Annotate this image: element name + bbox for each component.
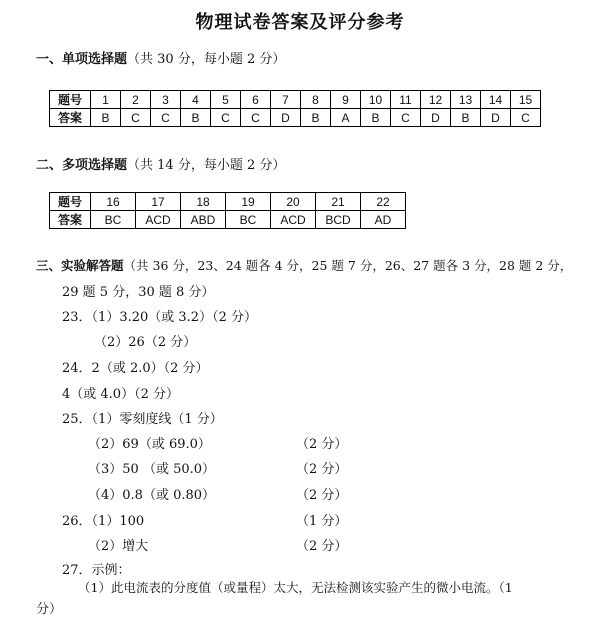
answer-cell: B [301,109,331,127]
answer-cell: C [391,109,421,127]
question-number: 11 [391,91,421,109]
row-label-answer: 答案 [50,109,91,127]
answer-cell: BC [91,211,136,229]
answer-cell: C [511,109,541,127]
answer-24-1: 24．2（或 2.0）（2 分） [62,361,209,376]
question-number: 21 [316,193,361,211]
question-number: 19 [226,193,271,211]
answer-25-4-score: （2 分） [296,488,348,503]
table-row [50,91,541,109]
question-number: 17 [136,193,181,211]
section2-heading-line [36,154,285,173]
answer-cell: B [91,109,121,127]
question-number: 22 [361,193,406,211]
row-label-question: 题号 [50,193,91,211]
answer-25-2: （2）69（或 69.0） [88,437,211,452]
answer-cell: B [181,109,211,127]
question-number: 7 [271,91,301,109]
answer-25-4: （4）0.8（或 0.80） [88,488,216,503]
answer-27-heading: 27．示例： [62,563,131,578]
question-number: 10 [361,91,391,109]
row-label-answer: 答案 [50,211,91,229]
answer-cell: BCD [316,211,361,229]
table-row [50,109,541,127]
question-number: 20 [271,193,316,211]
section2-answer-table [49,192,406,229]
answer-27-1-continued: 分） [36,602,63,617]
section3-note: （共 36 分，23、24 题各 4 分，25 题 7 分，26、27 题各 3 分，28 题 2 分， [123,258,573,273]
answer-cell: B [361,109,391,127]
answer-25-2-score: （2 分） [296,437,348,452]
question-number: 14 [481,91,511,109]
section3-note-continued: 29 题 5 分，30 题 8 分） [62,285,215,300]
table-row [50,211,406,229]
question-number: 12 [421,91,451,109]
row-label-question: 题号 [50,91,91,109]
answer-27-1: （1）此电流表的分度值（或量程）太大，无法检测该实验产生的微小电流。（1 [78,580,513,595]
question-number: 6 [241,91,271,109]
question-number: 8 [301,91,331,109]
question-number: 16 [91,193,136,211]
answer-26-2: （2）增大 [88,539,149,554]
answer-cell: C [151,109,181,127]
answer-cell: ABD [181,211,226,229]
answer-25-1: 25．（1）零刻度线（1 分） [62,412,223,427]
answer-cell: C [211,109,241,127]
answer-cell: BC [226,211,271,229]
section2-note: （共 14 分，每小题 2 分） [127,158,286,173]
question-number: 13 [451,91,481,109]
question-number: 9 [331,91,361,109]
answer-25-3-score: （2 分） [296,462,348,477]
answer-26-1: 26．（1）100 [62,514,145,529]
answer-24-2: 4（或 4.0）（2 分） [62,387,179,402]
answer-26-1-score: （1 分） [296,514,348,529]
table-row [50,193,406,211]
question-number: 5 [211,91,241,109]
section2-heading: 二、多项选择题 [36,158,128,173]
answer-cell: ACD [271,211,316,229]
question-number: 15 [511,91,541,109]
question-number: 1 [91,91,121,109]
section1-note: （共 30 分，每小题 2 分） [127,52,286,67]
question-number: 18 [181,193,226,211]
section3-heading: 三、实验解答题 [36,258,124,273]
answer-cell: ACD [136,211,181,229]
answer-26-2-score: （2 分） [296,539,348,554]
answer-cell: D [271,109,301,127]
answer-23-1: 23．（1）3.20（或 3.2）（2 分） [62,310,257,325]
answer-cell: D [421,109,451,127]
section1-heading: 一、单项选择题 [36,52,128,67]
answer-cell: AD [361,211,406,229]
answer-cell: C [241,109,271,127]
answer-25-3: （3）50 （或 50.0） [88,462,216,477]
answer-cell: D [481,109,511,127]
section1-answer-table [49,90,541,127]
page-title: 物理试卷答案及评分参考 [195,12,405,33]
question-number: 4 [181,91,211,109]
answer-cell: C [121,109,151,127]
question-number: 2 [121,91,151,109]
answer-23-2: （2）26（2 分） [94,335,197,350]
answer-cell: B [451,109,481,127]
section3-heading-line [36,256,572,274]
section1-heading-line [36,48,285,67]
answer-cell: A [331,109,361,127]
question-number: 3 [151,91,181,109]
